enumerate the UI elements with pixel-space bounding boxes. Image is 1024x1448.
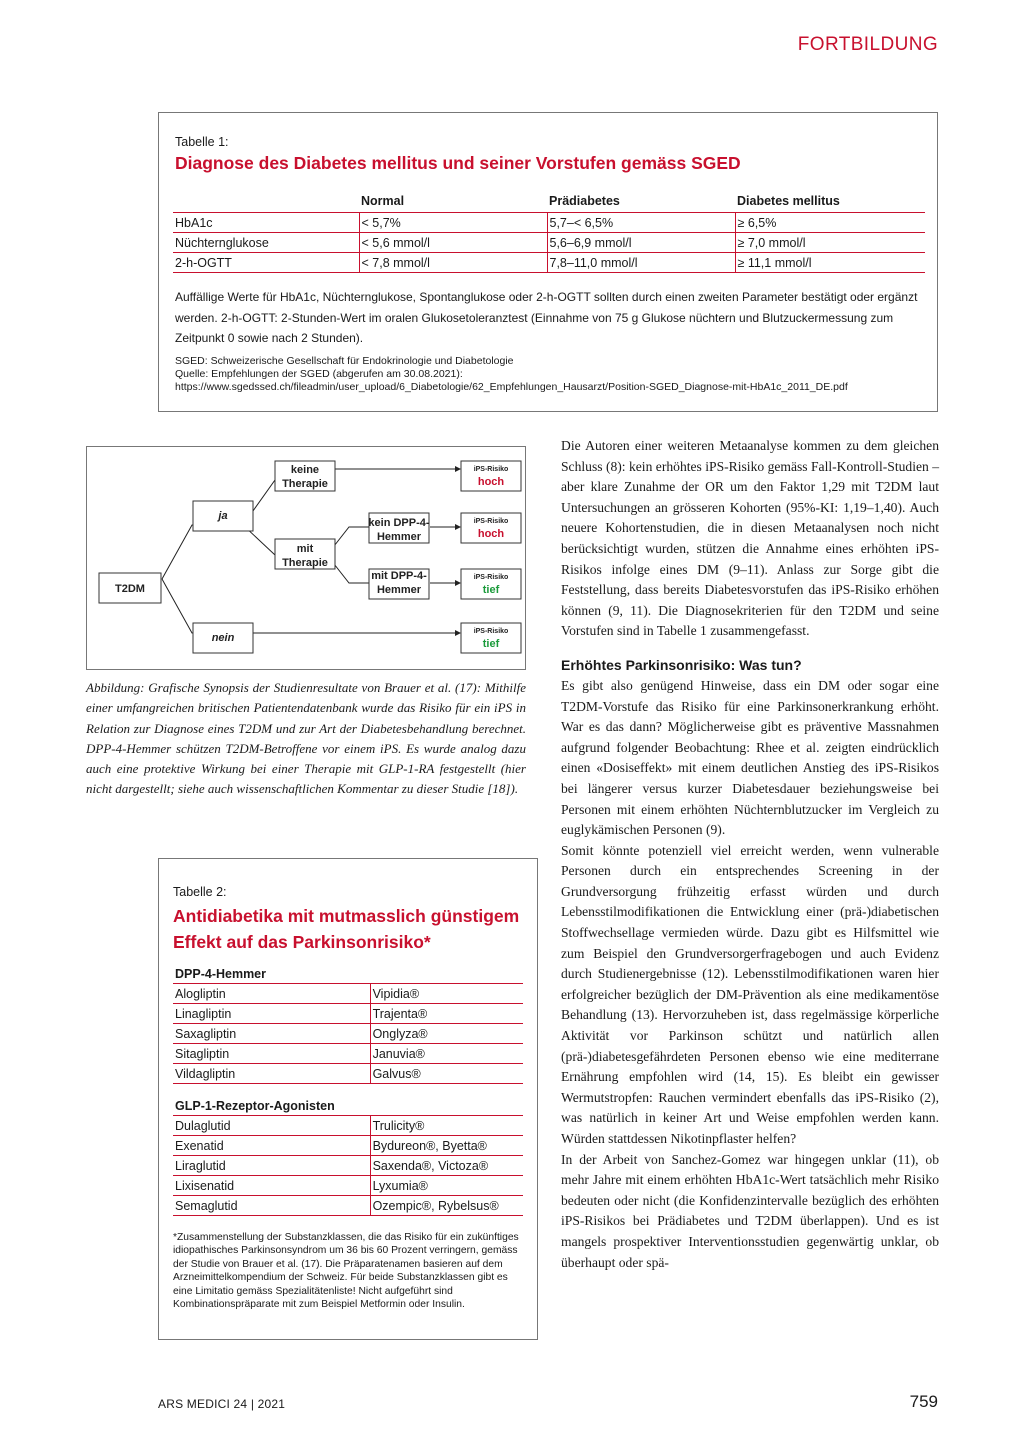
table2-cell: Exenatid bbox=[173, 1136, 370, 1156]
table-row bbox=[173, 1116, 523, 1136]
table2-cell: Saxenda®, Victoza® bbox=[370, 1156, 523, 1176]
footer-journal: ARS MEDICI 24 | 2021 bbox=[158, 1397, 286, 1411]
connector-ja bbox=[162, 525, 207, 579]
table2-group-glp1 bbox=[173, 1097, 523, 1216]
section-subheading: Erhöhtes Parkinsonrisiko: Was tun? bbox=[561, 656, 802, 673]
table-row bbox=[173, 984, 523, 1004]
table1-label: Tabelle 1: bbox=[175, 135, 229, 149]
section-header: FORTBILDUNG bbox=[797, 34, 938, 55]
risk-label-2: iPS-Risiko bbox=[473, 518, 509, 525]
table1-cell: Nüchternglukose bbox=[173, 233, 359, 253]
table2-cell: Lyxumia® bbox=[370, 1176, 523, 1196]
table1-header-cell: Diabetes mellitus bbox=[737, 194, 840, 208]
table1-cell: ≥ 11,1 mmol/l bbox=[735, 253, 925, 273]
table2-cell: Bydureon®, Byetta® bbox=[370, 1136, 523, 1156]
table1-title: Diagnose des Diabetes mellitus und seiner Vorstufen gemäss SGED bbox=[175, 153, 741, 173]
table2-cell: Semaglutid bbox=[173, 1196, 370, 1216]
table1-header-cell: Prädiabetes bbox=[549, 194, 620, 208]
table2-cell: Vipidia® bbox=[370, 984, 523, 1004]
decision-tree-diagram bbox=[87, 447, 525, 669]
table-row bbox=[173, 233, 925, 253]
body-paragraph: Somit könnte potenziell viel erreicht werden, wenn vulnerable Personen durch ein entsprechendes Screening in der Grundversorgung frühzeitig erfasst würden und durch Lebensstilmodifikationen die Entwicklung einer (prä-)diabetischen Stoffwechsellage vermieden würde. Dazu gibt es Hilfsmittel wie zum Beispiel den Grundversorgerfragebogen und auch Evidenz durch Studienergebnisse (12). Lebensstilmodifikationen waren hier erfolgreicher bezüglich der DM-Prävention als eine medikamentöse Behandlung (13). Hervorzuheben ist, dass regelmässige körperliche Aktivität vor Parkinson schützt und natürlich allen (prä-)diabetesgefährdeten Personen ebenso wie eine mediterrane Ernährung empfohlen wird (14, 15). Es bleibt ein gewisser Wermutstropfen: Rauchen vermindert ebenfalls das iPS-Risiko (2), was natürlich in keiner Art und Weise empfohlen werden kann. Würden stattdessen Nikotinpflaster helfen? bbox=[561, 842, 939, 1146]
table2-cell: Lixisenatid bbox=[173, 1176, 370, 1196]
table-row bbox=[173, 1024, 523, 1044]
table1-source-line: SGED: Schweizerische Gesellschaft für Endokrinologie und Diabetologie bbox=[175, 355, 514, 367]
table1-source-line: Quelle: Empfehlungen der SGED (abgerufen am 30.08.2021): bbox=[175, 368, 463, 380]
table1-cell: ≥ 7,0 mmol/l bbox=[735, 233, 925, 253]
table2-label: Tabelle 2: bbox=[173, 885, 227, 899]
table2-cell: Ozempic®, Rybelsus® bbox=[370, 1196, 523, 1216]
table-row bbox=[173, 1136, 523, 1156]
table-row bbox=[173, 1004, 523, 1024]
table-row bbox=[173, 1156, 523, 1176]
risk-label-3: iPS-Risiko bbox=[473, 574, 509, 581]
page-number: 759 bbox=[909, 1392, 938, 1411]
table1-cell: < 5,6 mmol/l bbox=[359, 233, 547, 253]
table2-cell: Saxagliptin bbox=[173, 1024, 370, 1044]
table1-table bbox=[173, 193, 925, 273]
label-ja: ja bbox=[218, 510, 228, 522]
table2-title: Antidiabetika mit mutmasslich günstigem Effekt auf das Parkinsonrisiko* bbox=[173, 906, 520, 952]
table1-cell: HbA1c bbox=[173, 213, 359, 233]
table1-cell: < 5,7% bbox=[359, 213, 547, 233]
table1-note: Auffällige Werte für HbA1c, Nüchternglukose, Spontanglukose oder 2-h-OGTT sollten durch einen zweiten Parameter bestätigt oder ergänzt werden. 2-h-OGTT: 2-Stunden-Wert im oralen Glukosetoleranztest (Einnahme von 75 g Glukose nüchtern und Blutzuckermessung zum Zeitpunkt 0 sowie nach 2 Stunden). bbox=[175, 290, 918, 345]
label-kein-dpp4-2: Hemmer bbox=[376, 531, 422, 543]
table1-cell: < 7,8 mmol/l bbox=[359, 253, 547, 273]
label-keine-therapie-1: keine bbox=[290, 464, 320, 476]
table2-cell: Liraglutid bbox=[173, 1156, 370, 1176]
table2-cell: Sitagliptin bbox=[173, 1044, 370, 1064]
risk-label-4: iPS-Risiko bbox=[473, 628, 509, 635]
table1-cell: 7,8–11,0 mmol/l bbox=[547, 253, 735, 273]
label-mit-dpp4-1: mit DPP-4- bbox=[371, 570, 427, 582]
table2-group-dpp4 bbox=[173, 965, 523, 1084]
table2-cell: Trulicity® bbox=[370, 1116, 523, 1136]
table2-cell: Januvia® bbox=[370, 1044, 523, 1064]
figure-box bbox=[86, 446, 526, 670]
table2-cell: Alogliptin bbox=[173, 984, 370, 1004]
label-mit-dpp4-2: Hemmer bbox=[376, 584, 422, 596]
table1-cell: 5,6–6,9 mmol/l bbox=[547, 233, 735, 253]
label-mit-therapie-1: mit bbox=[296, 543, 314, 555]
right-column bbox=[561, 436, 939, 1273]
risk-value-1: hoch bbox=[477, 476, 505, 488]
label-nein: nein bbox=[211, 632, 235, 644]
table1-source bbox=[175, 355, 925, 394]
table2-cell: Dulaglutid bbox=[173, 1116, 370, 1136]
table1-source-url: https://www.sgedssed.ch/fileadmin/user_upload/6_Diabetologie/62_Empfehlungen_Hausarzt/Position-SGED_Diagnose-mit-HbA1c_2011_DE.pdf bbox=[175, 381, 848, 393]
table1-header-cell bbox=[173, 193, 359, 213]
table2-cell: Onglyza® bbox=[370, 1024, 523, 1044]
risk-value-4: tief bbox=[482, 638, 500, 650]
table1-header-cell: Normal bbox=[361, 194, 405, 208]
table2-cell: Linagliptin bbox=[173, 1004, 370, 1024]
table2-cell: Galvus® bbox=[370, 1064, 523, 1084]
table-row bbox=[173, 1196, 523, 1216]
label-t2dm: T2DM bbox=[115, 583, 145, 595]
body-paragraph: Die Autoren einer weiteren Metaanalyse kommen zu dem gleichen Schluss (8): kein erhöhtes iPS-Risiko gemäss Fall-Kontroll-Studien – aber klare Zunahme der OR um den Faktor 1,29 mit T2DM laut Untersuchungen an grösseren Kohorten (95%-KI: 1,19–1,40). Auch neuere Kohortenstudien, die in diesen Metaanalysen noch nicht berücksichtigt wurden, stützen die Annahme eines erhöhten iPS-Risikos infolge eines DM (9–11). Anlass zur Sorge gibt die Feststellung, dass bereits Diabetesvorstufen das iPS-Risiko erhöhen können (9, 11). Die Diagnosekriterien für den T2DM und seine Vorstufen sind in Tabelle 1 zusammengefasst. bbox=[561, 438, 939, 639]
table-row bbox=[173, 1064, 523, 1084]
risk-value-3: tief bbox=[482, 584, 500, 596]
table-row bbox=[173, 1044, 523, 1064]
table1-cell: 5,7–< 6,5% bbox=[547, 213, 735, 233]
table2-group-title: DPP-4-Hemmer bbox=[175, 967, 267, 981]
table1-box bbox=[158, 112, 938, 412]
table1-cell: ≥ 6,5% bbox=[735, 213, 925, 233]
table2-cell: Vildagliptin bbox=[173, 1064, 370, 1084]
label-kein-dpp4-1: kein DPP-4- bbox=[368, 517, 430, 529]
table1-cell: 2-h-OGTT bbox=[173, 253, 359, 273]
body-paragraph: In der Arbeit von Sanchez-Gomez war hingegen unklar (11), ob mehr Jahre mit einem erhöhten HbA1c-Wert tatsächlich mehr Risiko bedeuten oder nicht (die Konfidenzintervalle bezüglich des erhöhten iPS-Risikos bei Prädiabetes und T2DM überlappen). Und es ist mangels prospektiver Interventionsstudien gegenwärtig unklar, ob überhaupt oder spä- bbox=[561, 1151, 939, 1270]
label-keine-therapie-2: Therapie bbox=[282, 478, 328, 490]
risk-label-1: iPS-Risiko bbox=[473, 466, 509, 473]
table2-cell: Trajenta® bbox=[370, 1004, 523, 1024]
body-paragraph: Es gibt also genügend Hinweise, dass ein DM oder sogar eine T2DM-Vorstufe das Risiko für eine Parkinsonerkrankung erhöht. War es das dann? Möglicherweise gibt es präventive Massnahmen aufgrund folgender Beobachtung: Rhee et al. zeigten eindrücklich einen «Dosiseffekt» mit einem deutlichen Anstieg des iPS-Risikos bei längerer versus kurzer Diabetesdauer beziehungsweise bei Personen mit einem erhöhten Nüchternblutzucker im Vergleich zu euglykämischen Personen (9). bbox=[561, 677, 939, 838]
table2-group-title: GLP-1-Rezeptor-Agonisten bbox=[175, 1099, 335, 1113]
table-row bbox=[173, 213, 925, 233]
figure-caption: Abbildung: Grafische Synopsis der Studienresultate von Brauer et al. (17): Mithilfe einer umfangreichen britischen Patientendatenbank wurde das Risiko für ein iPS in Relation zur Diagnose eines T2DM und zur Art der Diabetesbehandlung berechnet. DPP-4-Hemmer schützen T2DM-Betroffene vor einem iPS. Es wurde analog dazu auch eine protektive Wirkung bei einer Therapie mit GLP-1-RA festgestellt (hier nicht dargestellt; siehe auch wissenschaftlichen Kommentar zu dieser Studie [18]). bbox=[86, 680, 526, 797]
risk-value-2: hoch bbox=[477, 528, 505, 540]
table-row bbox=[173, 253, 925, 273]
table-row bbox=[173, 1176, 523, 1196]
label-mit-therapie-2: Therapie bbox=[282, 557, 328, 569]
table2-box bbox=[158, 858, 538, 1340]
table2-footnote: *Zusammenstellung der Substanzklassen, die das Risiko für ein zukünftiges idiopathisches Parkinsonsyndrom um 36 bis 60 Prozent verringern, gemäss der Studie von Brauer et al. (17). Die Präparatenamen basieren auf dem Arzneimittelkompendium der Schweiz. Für beide Substanzklassen gibt es eine Limitatio gemäss Spezialitätenliste! Nicht aufgeführt sind Kombinationspräparate mit zum Beispiel Metformin oder Insulin. bbox=[173, 1232, 519, 1311]
